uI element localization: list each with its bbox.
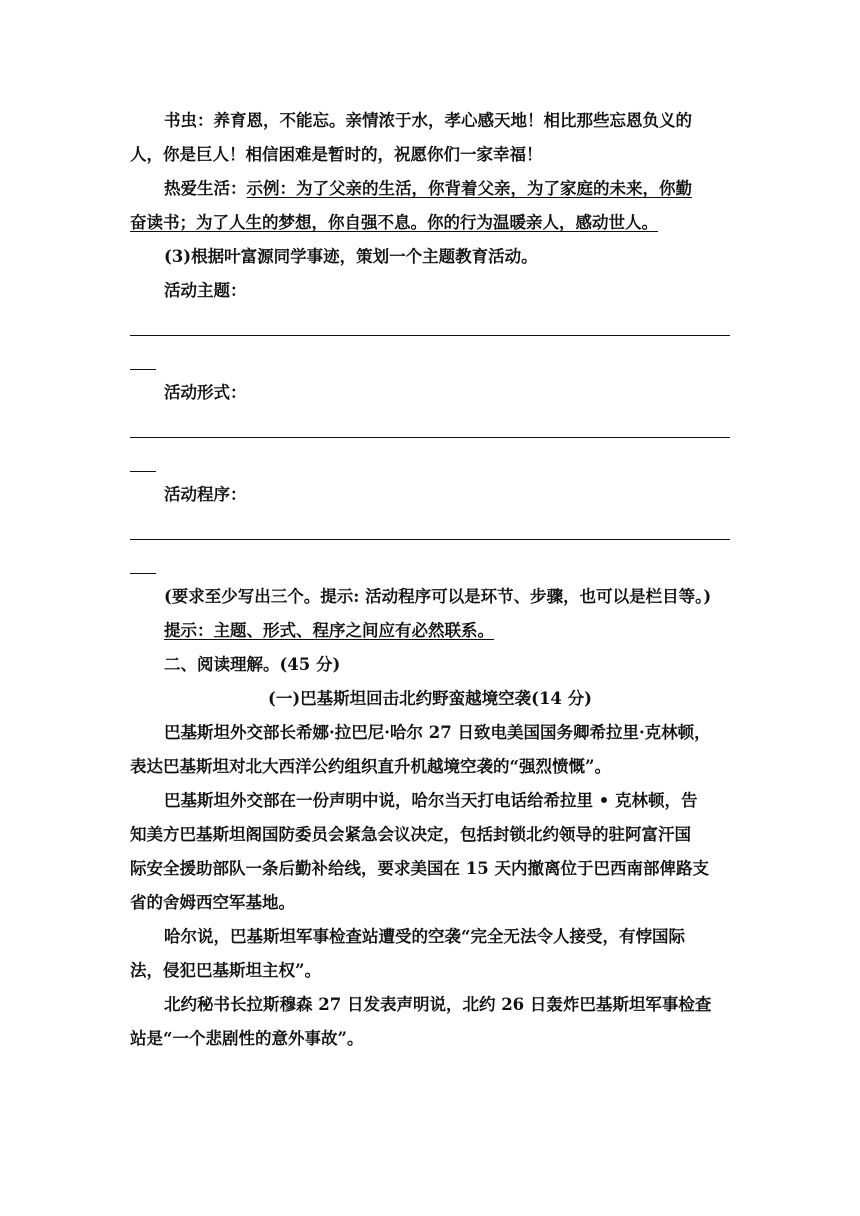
paragraph-line: 际安全援助部队一条后勤补给线，要求美国在 15 天内撤离位于巴西南部俾路支 (130, 859, 709, 878)
paragraph-line: 法，侵犯巴基斯坦主权”。 (130, 961, 321, 980)
answer-text: 示例：为了父亲的生活，你背着父亲，为了家庭的未来，你勤 (246, 179, 692, 198)
paragraph-line: 表达巴基斯坦对北大西洋公约组织直升机越境空袭的“强烈愤慨”。 (130, 757, 611, 776)
answer-text: 奋读书；为了人生的梦想，你自强不息。你的行为温暖亲人，感动世人。 (130, 213, 658, 232)
paragraph-line: 巴基斯坦外交部在一份声明中说，哈尔当天打电话给希拉里 • 克林顿，告 (164, 791, 698, 810)
question-3-hint (130, 614, 730, 648)
field-label-procedure: 活动程序： (164, 485, 247, 504)
field-label-theme: 活动主题： (164, 281, 247, 300)
answer-blank-line-tail[interactable] (130, 342, 730, 376)
document-page (130, 104, 730, 1056)
question-3-requirement: (要求至少写出三个。提示: 活动程序可以是环节、步骤，也可以是栏目等。) (164, 587, 712, 606)
paragraph-line: 巴基斯坦外交部长希娜·拉巴尼·哈尔 27 日致电美国国务卿希拉里·克林顿， (164, 723, 711, 742)
paragraph-line: 站是“一个悲剧性的意外事故”。 (130, 1029, 364, 1048)
question-3-prompt: (3)根据叶富源同学事迹，策划一个主题教育活动。 (164, 247, 538, 266)
comment-shuchong (130, 104, 730, 138)
field-label-form: 活动形式： (164, 383, 247, 402)
comment-shuchong-cont: 人，你是巨人！相信困难是暂时的，祝愿你们一家幸福！ (130, 145, 543, 164)
paragraph-line: 知美方巴基斯坦阁国防委员会紧急会议决定，包括封锁北约领导的驻阿富汗国 (130, 825, 691, 844)
answer-blank-line[interactable] (130, 512, 730, 546)
comment-label: 书虫： (164, 111, 214, 130)
comment-reai-cont (130, 206, 730, 240)
comment-reai (130, 172, 730, 206)
answer-blank-line[interactable] (130, 308, 730, 342)
section-heading: 二、阅读理解。(45 分) (164, 655, 341, 674)
comment-label: 热爱生活： (164, 179, 247, 198)
comment-text: 养育恩，不能忘。亲情浓于水，孝心感天地！相比那些忘恩负义的 (213, 111, 692, 130)
article-title: (一)巴基斯坦回击北约野蛮越境空袭(14 分) (268, 689, 592, 708)
paragraph-line: 省的舍姆西空军基地。 (130, 893, 295, 912)
answer-blank-line[interactable] (130, 410, 730, 444)
paragraph-line: 北约秘书长拉斯穆森 27 日发表声明说，北约 26 日轰炸巴基斯坦军事检查 (164, 995, 712, 1014)
hint-text: 提示：主题、形式、程序之间应有必然联系。 (164, 621, 494, 640)
paragraph-line: 哈尔说，巴基斯坦军事检查站遭受的空袭“完全无法令人接受，有悖国际 (164, 927, 685, 946)
answer-blank-line-tail[interactable] (130, 444, 730, 478)
answer-blank-line-tail[interactable] (130, 546, 730, 580)
